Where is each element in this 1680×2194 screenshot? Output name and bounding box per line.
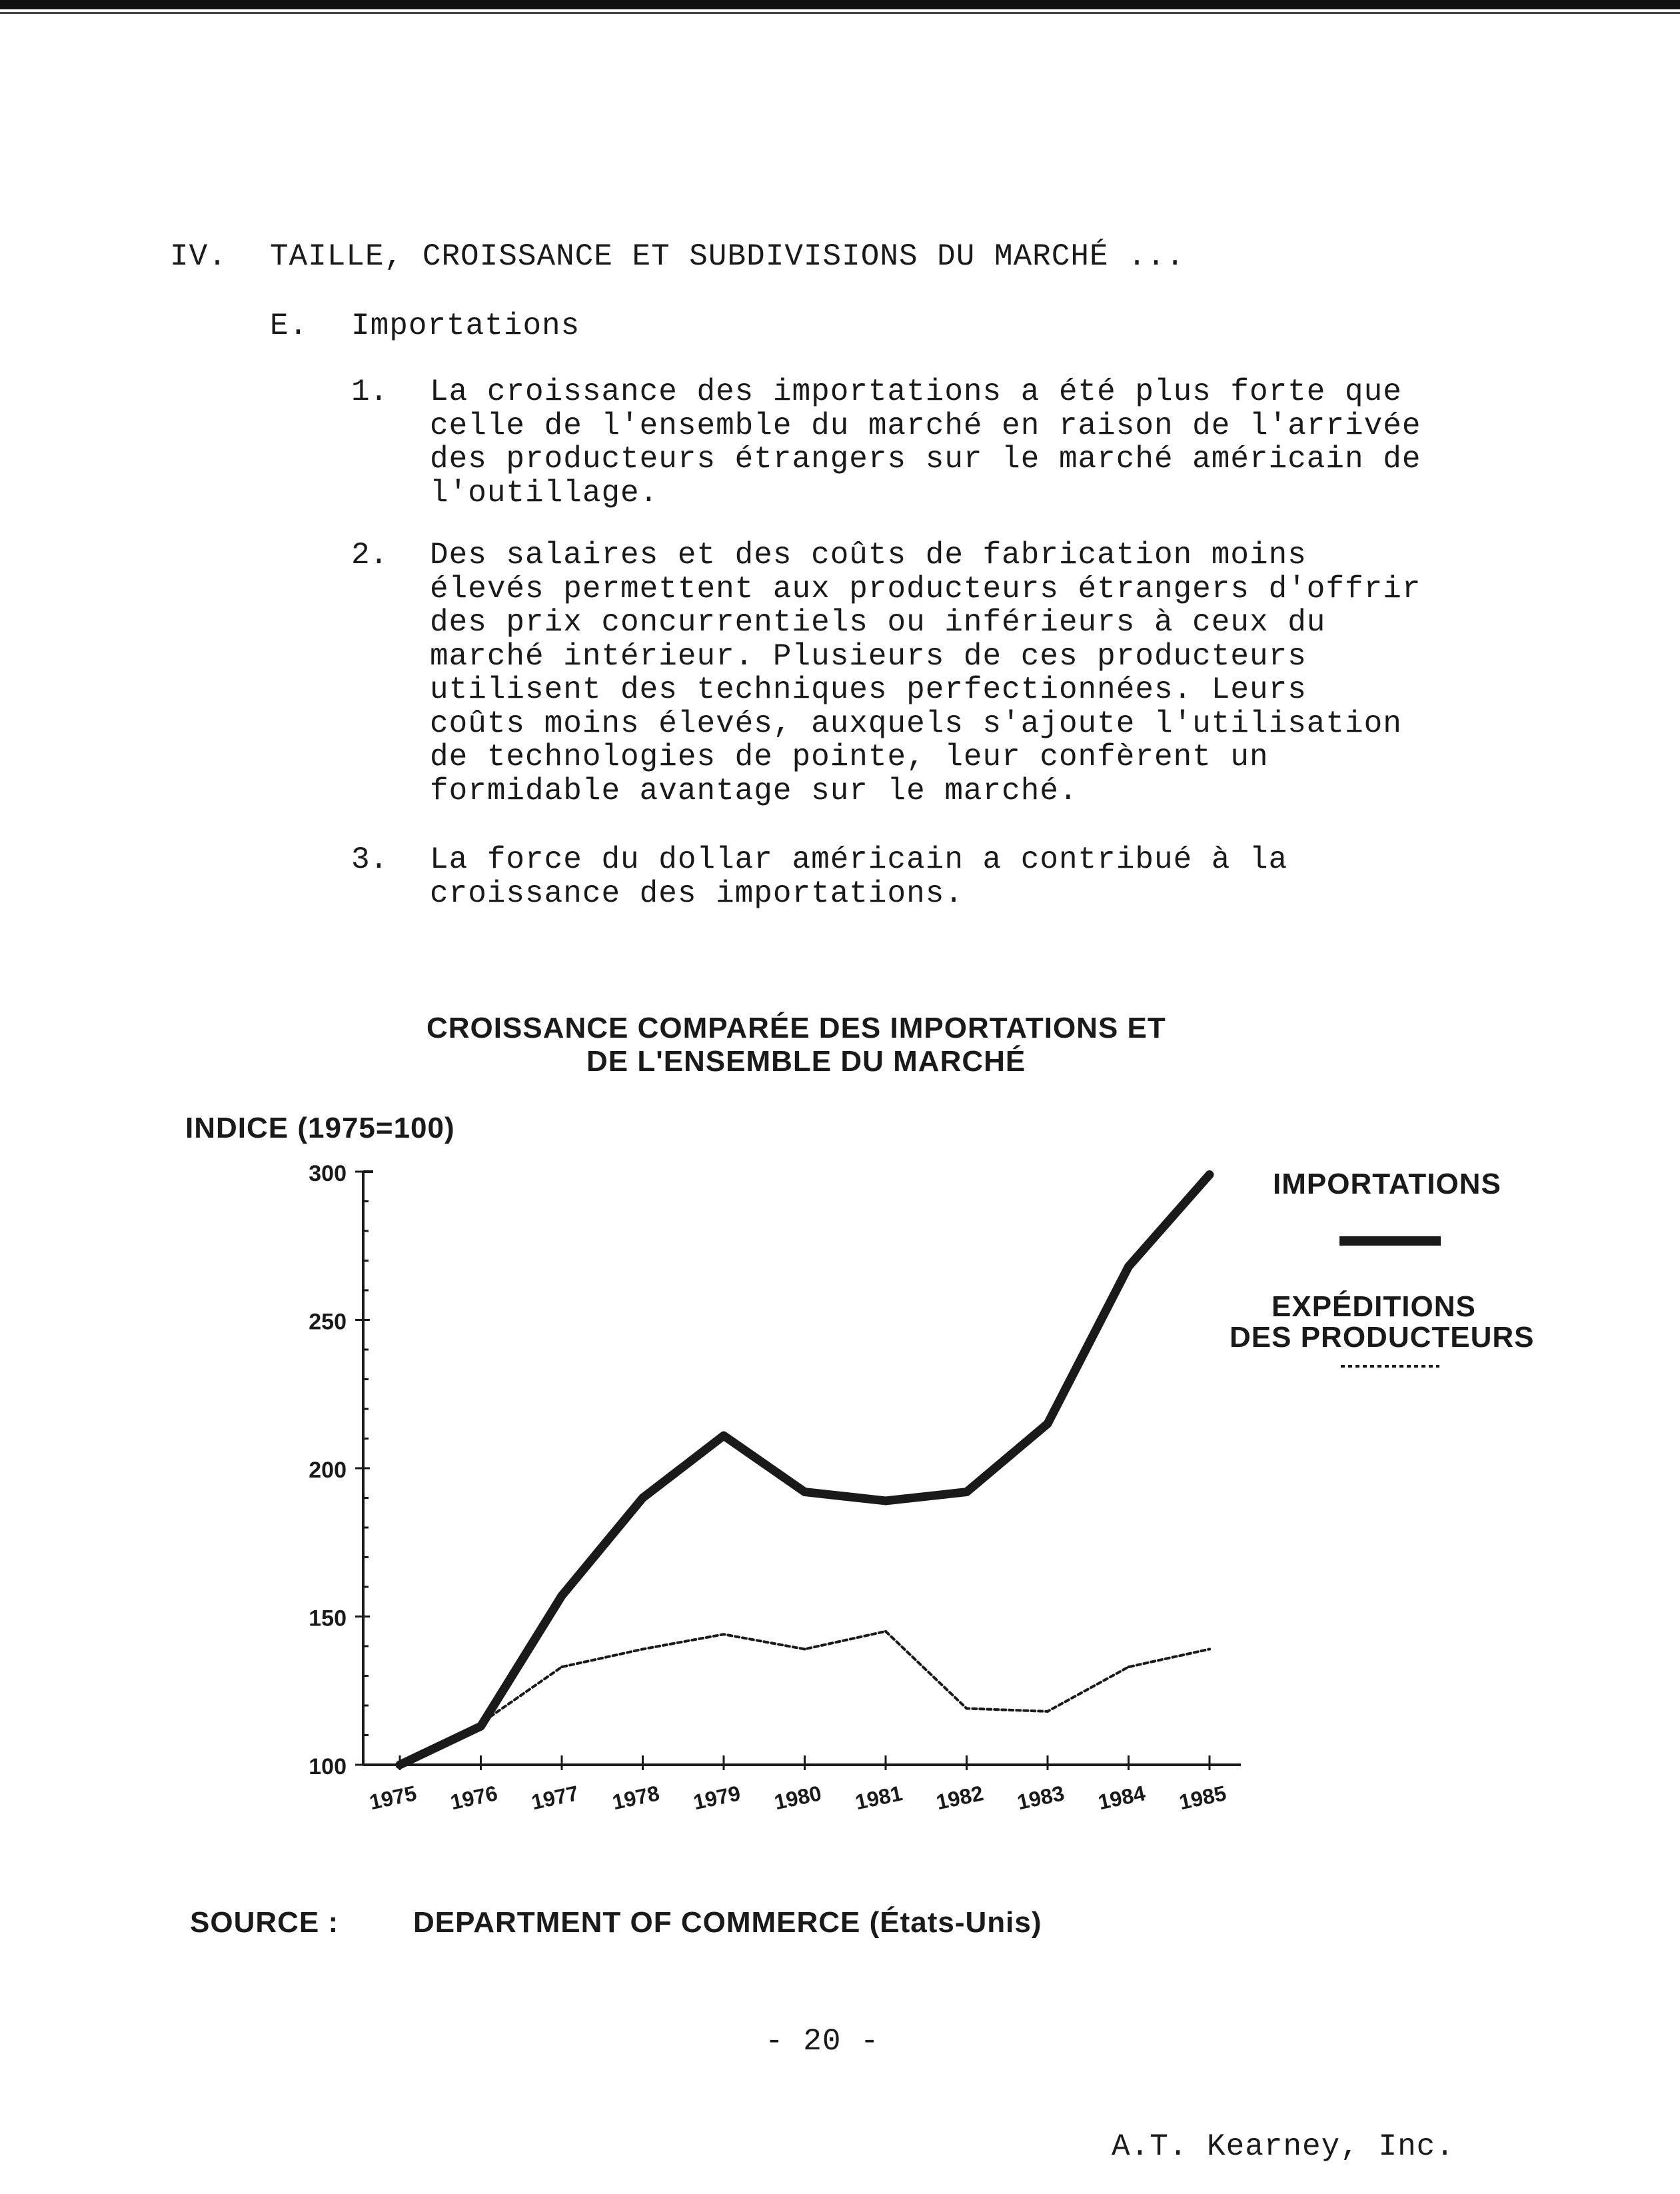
data-point xyxy=(963,1488,971,1496)
x-tick-label: 1975 xyxy=(367,1781,419,1815)
data-point xyxy=(801,1488,809,1496)
y-axis-title: INDICE (1975=100) xyxy=(185,1112,455,1144)
paragraph-line: utilisent des techniques perfectionnées. Leurs xyxy=(430,672,1307,707)
section-title: TAILLE, CROISSANCE ET SUBDIVISIONS DU MARCHÉ ... xyxy=(270,239,1186,274)
paragraph-line: La force du dollar américain a contribué à la xyxy=(430,842,1288,877)
chart-title-line-1: CROISSANCE COMPARÉE DES IMPORTATIONS ET xyxy=(426,1012,1166,1044)
y-tick-label: 300 xyxy=(309,1161,347,1186)
y-axis-ticks xyxy=(309,1161,370,1779)
paragraph-line: La croissance des importations a été plus forte que xyxy=(430,375,1402,409)
data-point xyxy=(480,1722,482,1725)
paragraph-line: l'outillage. xyxy=(430,475,659,511)
y-tick-label: 200 xyxy=(309,1458,347,1483)
data-point xyxy=(804,1647,806,1650)
paragraph-1-number: 1. xyxy=(351,375,389,409)
subsection-title: Importations xyxy=(351,309,580,343)
section-number: IV. xyxy=(170,239,227,274)
data-point xyxy=(639,1494,647,1502)
legend-expeditions-label-line-2: DES PRODUCTEURS xyxy=(1230,1321,1535,1354)
source-text: DEPARTMENT OF COMMERCE (États-Unis) xyxy=(413,1906,1042,1939)
data-point xyxy=(642,1647,644,1650)
paragraph-2-number: 2. xyxy=(351,538,389,572)
legend-importations-label: IMPORTATIONS xyxy=(1273,1168,1501,1200)
data-point xyxy=(1208,1647,1211,1650)
series-line-expeditions xyxy=(400,1632,1210,1765)
x-tick-label: 1985 xyxy=(1177,1781,1229,1815)
data-point xyxy=(722,1633,725,1636)
footer-company: A.T. Kearney, Inc. xyxy=(1112,2129,1455,2164)
x-tick-label: 1978 xyxy=(610,1781,662,1815)
chart-title-line-2: DE L'ENSEMBLE DU MARCHÉ xyxy=(586,1045,1026,1078)
source-label: SOURCE : xyxy=(190,1906,339,1939)
paragraph-line: croissance des importations. xyxy=(430,876,964,911)
x-tick-label: 1982 xyxy=(934,1781,986,1815)
x-tick-label: 1981 xyxy=(853,1781,905,1815)
data-point xyxy=(882,1497,890,1505)
data-point xyxy=(1128,1665,1130,1668)
paragraph-line: formidable avantage sur le marché. xyxy=(430,773,1078,808)
y-tick-label: 150 xyxy=(309,1606,347,1632)
page-number: - 20 - xyxy=(765,2024,880,2059)
paragraph-line: coûts moins élevés, auxquels s'ajoute l'utilisation xyxy=(430,706,1402,741)
legend-expeditions-label-line-1: EXPÉDITIONS xyxy=(1271,1290,1476,1323)
paragraph-line: marché intérieur. Plusieurs de ces producteurs xyxy=(430,638,1307,674)
x-tick-label: 1984 xyxy=(1096,1781,1148,1815)
data-point xyxy=(558,1592,566,1600)
paragraph-line: Des salaires et des coûts de fabrication moins xyxy=(430,538,1307,572)
x-tick-label: 1983 xyxy=(1015,1781,1067,1815)
series-layer xyxy=(396,1170,1214,1769)
data-point xyxy=(1125,1262,1133,1270)
y-tick-label: 250 xyxy=(309,1309,347,1335)
paragraph-line: des producteurs étrangers sur le marché américain de xyxy=(430,442,1421,477)
x-tick-label: 1976 xyxy=(448,1781,500,1815)
y-tick-label: 100 xyxy=(309,1754,347,1779)
data-point xyxy=(966,1707,968,1709)
data-point xyxy=(1206,1170,1214,1178)
paragraph-line: de technologies de pointe, leur confèrent un xyxy=(430,740,1269,774)
data-point xyxy=(1046,1710,1049,1713)
paragraph-line: élevés permettent aux producteurs étrangers d'offrir xyxy=(430,571,1421,606)
paragraph-line: celle de l'ensemble du marché en raison de l'arrivée xyxy=(430,408,1421,443)
data-point xyxy=(560,1665,563,1668)
series-line-importations xyxy=(400,1174,1210,1765)
data-point xyxy=(720,1432,728,1440)
data-point xyxy=(399,1763,401,1766)
paragraph-line: des prix concurrentiels ou inférieurs à ceux du xyxy=(430,605,1326,640)
data-point xyxy=(884,1630,887,1633)
x-tick-label: 1980 xyxy=(772,1781,824,1815)
x-tick-label: 1979 xyxy=(691,1781,743,1815)
data-point xyxy=(1044,1420,1052,1428)
x-tick-label: 1977 xyxy=(529,1781,581,1815)
subsection-letter: E. xyxy=(270,309,309,343)
paragraph-3-number: 3. xyxy=(351,842,389,877)
